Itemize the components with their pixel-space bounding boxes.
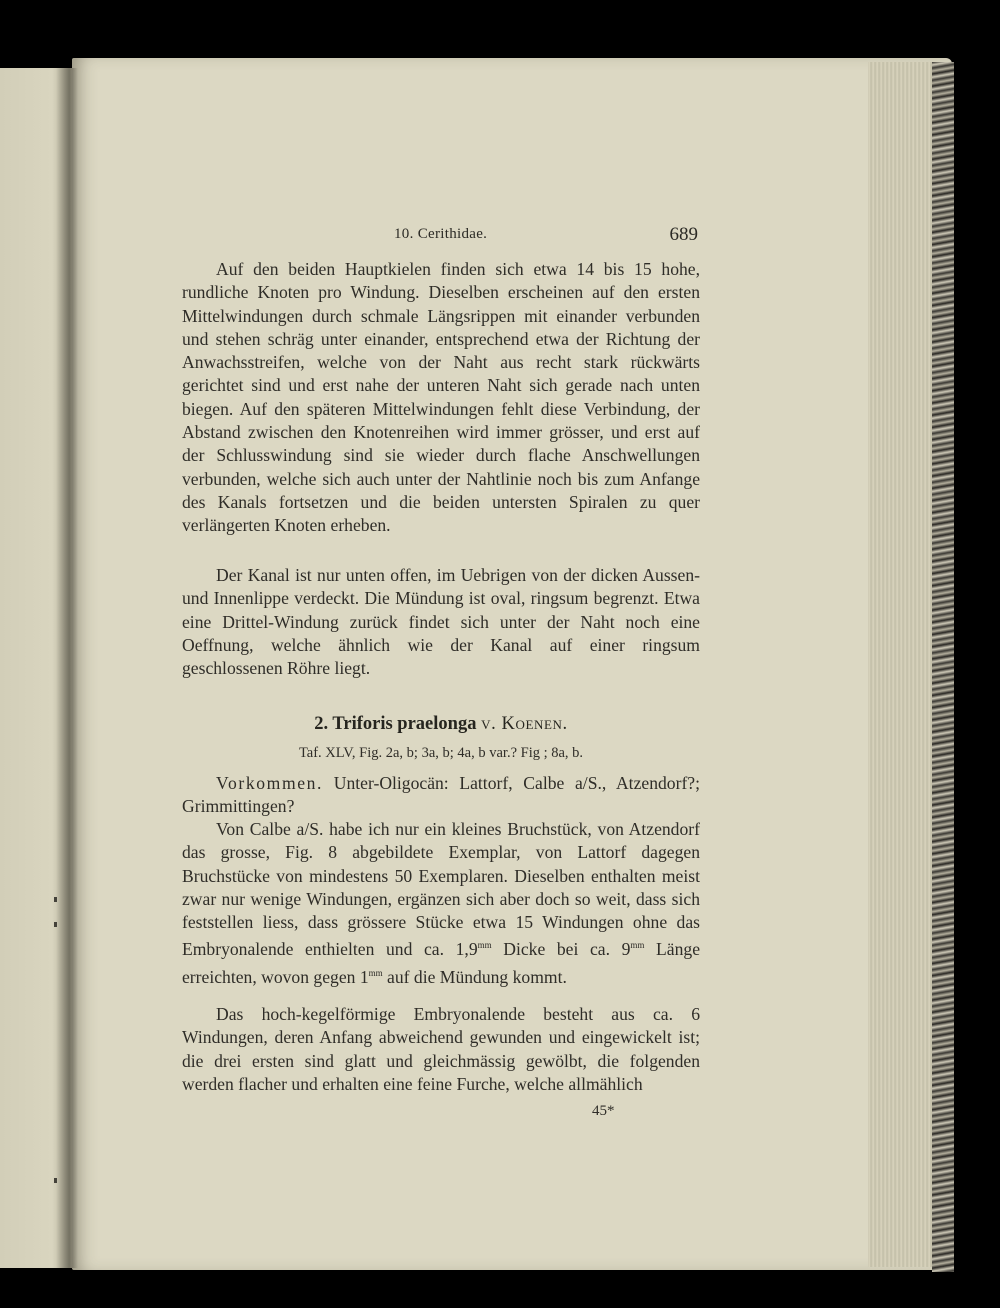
plate-reference: Taf. XLV, Fig. 2a, b; 3a, b; 4a, b var.? Fig ; 8a, b. [298,745,584,761]
species-name: 2. Triforis praelonga [314,714,477,734]
book-cover-edge [932,62,954,1272]
section-title [182,714,700,735]
signature-mark: 45* [592,1103,615,1119]
running-head: 10. Cerithidae. [394,226,488,242]
unit-superscript: mm [477,940,492,951]
unit-superscript: mm [368,967,383,978]
paragraph [182,818,700,989]
paragraph: Auf den beiden Hauptkielen finden sich etwa 14 bis 15 hohe, rundliche Knoten pro Windung. Dieselben erscheinen auf den ersten Mittelwindungen durch schmale Längsrippen mit einander verbunden und stehen schräg unter einander, entsprechend etwa der Richtung der Anwachsstreifen, welche von der Naht aus recht stark rückwärts gerichtet sind und erst nahe der unteren Naht sich gerade nach unten biegen. Auf den späteren Mittelwindungen fehlt diese Verbindung, der Abstand zwischen den Knotenreihen wird immer grösser, und erst auf der Schlusswindung sind sie wieder durch flache Anschwellungen verbunden, welche sich auch unter der Nahtlinie noch bis zum Anfange des Kanals fortsetzen und die beiden untersten Spiralen zu quer verlängerten Knoten erheben. [182,259,700,536]
paragraph: Der Kanal ist nur unten offen, im Uebrigen von der dicken Aussen- und Innenlippe verdeckt. Die Mündung ist oval, ringsum begrenzt. Etwa eine Drittel-Windung zurück findet sich unter der Naht noch eine Oeffnung, welche ähnlich wie der Kanal auf einer ringsum geschlossenen Röhre liegt. [182,565,700,679]
paragraph-text: Von Calbe a/S. habe ich nur ein kleines Bruchstück, von Atzendorf das grosse, Fig. 8 abgebildete Exemplar, von Lattorf dagegen Bruchstücke von mindestens 50 Exemplaren. Dieselben enthalten meist zwar nur wenige Windungen, ergänzen sich aber doch so weit, dass sich feststellen liess, dass grössere Stücke etwa 15 Windungen ohne das Embryonalende enthielten und ca. 1,9 [182,819,700,960]
gutter-shadow [56,68,78,1268]
species-author: v. Koenen. [481,714,568,734]
occurrence-label: Vorkommen. [216,773,324,793]
page-header [182,226,700,250]
occurrence-paragraph [182,772,700,819]
paragraph-text: Länge erreichten, wovon gegen 1 [182,939,701,987]
paragraph-text: Dicke bei ca. 9 [491,939,631,960]
unit-superscript: mm [630,940,645,951]
margin-mark [54,1178,57,1183]
margin-mark [54,897,57,902]
paragraph-text: auf die Mündung kommt. [382,966,567,987]
page-number: 689 [669,224,698,245]
occurrence-text: Unter-Oligocän: Lattorf, Calbe a/S., Atzendorf?; Grimmittingen? [182,773,700,817]
margin-mark [54,922,57,927]
paragraph: Das hoch-kegelförmige Embryonalende besteht aus ca. 6 Windungen, deren Anfang abweichend gewunden und eingewickelt ist; die drei ersten sind glatt und gleichmässig gewölbt, die folgenden werden flacher und erhalten eine feine Furche, welche allmählich [182,1004,700,1094]
